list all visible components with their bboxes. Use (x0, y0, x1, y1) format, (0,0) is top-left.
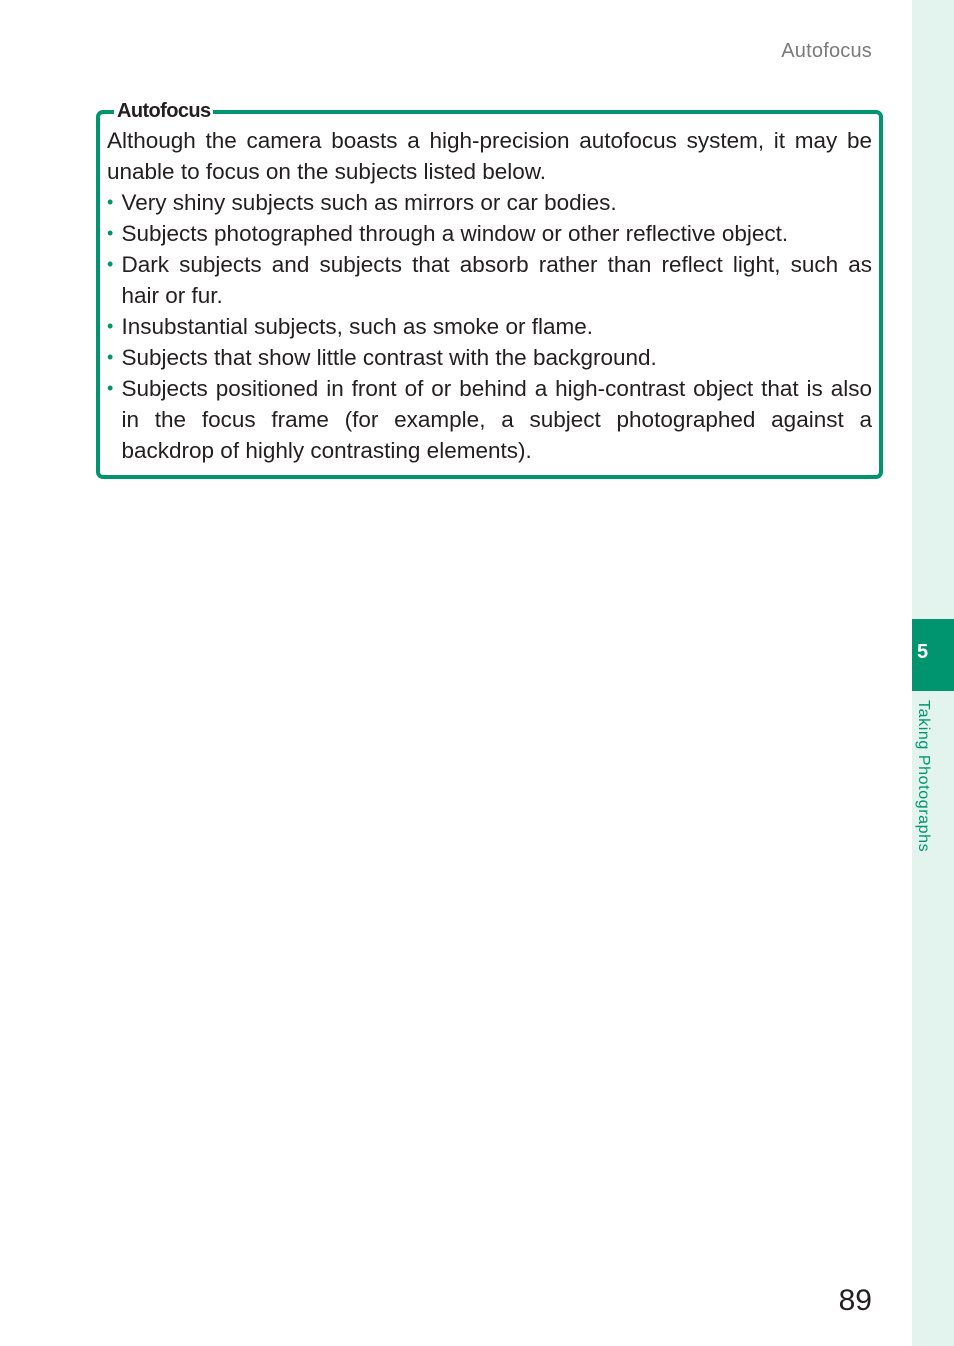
list-item (107, 218, 872, 249)
list-item-text: Insubstantial subjects, such as smoke or flame. (121, 314, 593, 339)
list-item-text: Subjects photographed through a window or other reflective object. (121, 221, 789, 246)
bullet-icon: • (107, 378, 114, 398)
note-intro: Although the camera boasts a high-precision autofocus system, it may be unable to focus on the subjects listed below. (107, 128, 872, 184)
chapter-number-tab: 5 (912, 619, 954, 691)
list-item (107, 342, 872, 373)
bullet-icon: • (107, 223, 114, 243)
list-item-text: Subjects positioned in front of or behind a high-contrast object that is also in the focus frame (for example, a subject photographed against a backdrop of highly contrasting elements). (121, 376, 872, 463)
note-bullet-list (107, 187, 872, 466)
list-item (107, 249, 872, 311)
list-item-text: Very shiny subjects such as mirrors or car bodies. (121, 190, 617, 215)
list-item (107, 311, 872, 342)
list-item (107, 187, 872, 218)
running-head: Autofocus (781, 40, 872, 62)
bullet-icon: • (107, 347, 114, 367)
note-title: Autofocus (114, 99, 213, 123)
bullet-icon: • (107, 316, 114, 336)
bullet-icon: • (107, 254, 114, 274)
list-item-text: Dark subjects and subjects that absorb rather than reflect light, such as hair or fur. (121, 252, 872, 308)
chapter-title-label: Taking Photographs (915, 700, 932, 853)
list-item (107, 373, 872, 466)
page-number: 89 (838, 1284, 872, 1317)
note-body (107, 125, 872, 466)
list-item-text: Subjects that show little contrast with the background. (121, 345, 657, 370)
bullet-icon: • (107, 192, 114, 212)
